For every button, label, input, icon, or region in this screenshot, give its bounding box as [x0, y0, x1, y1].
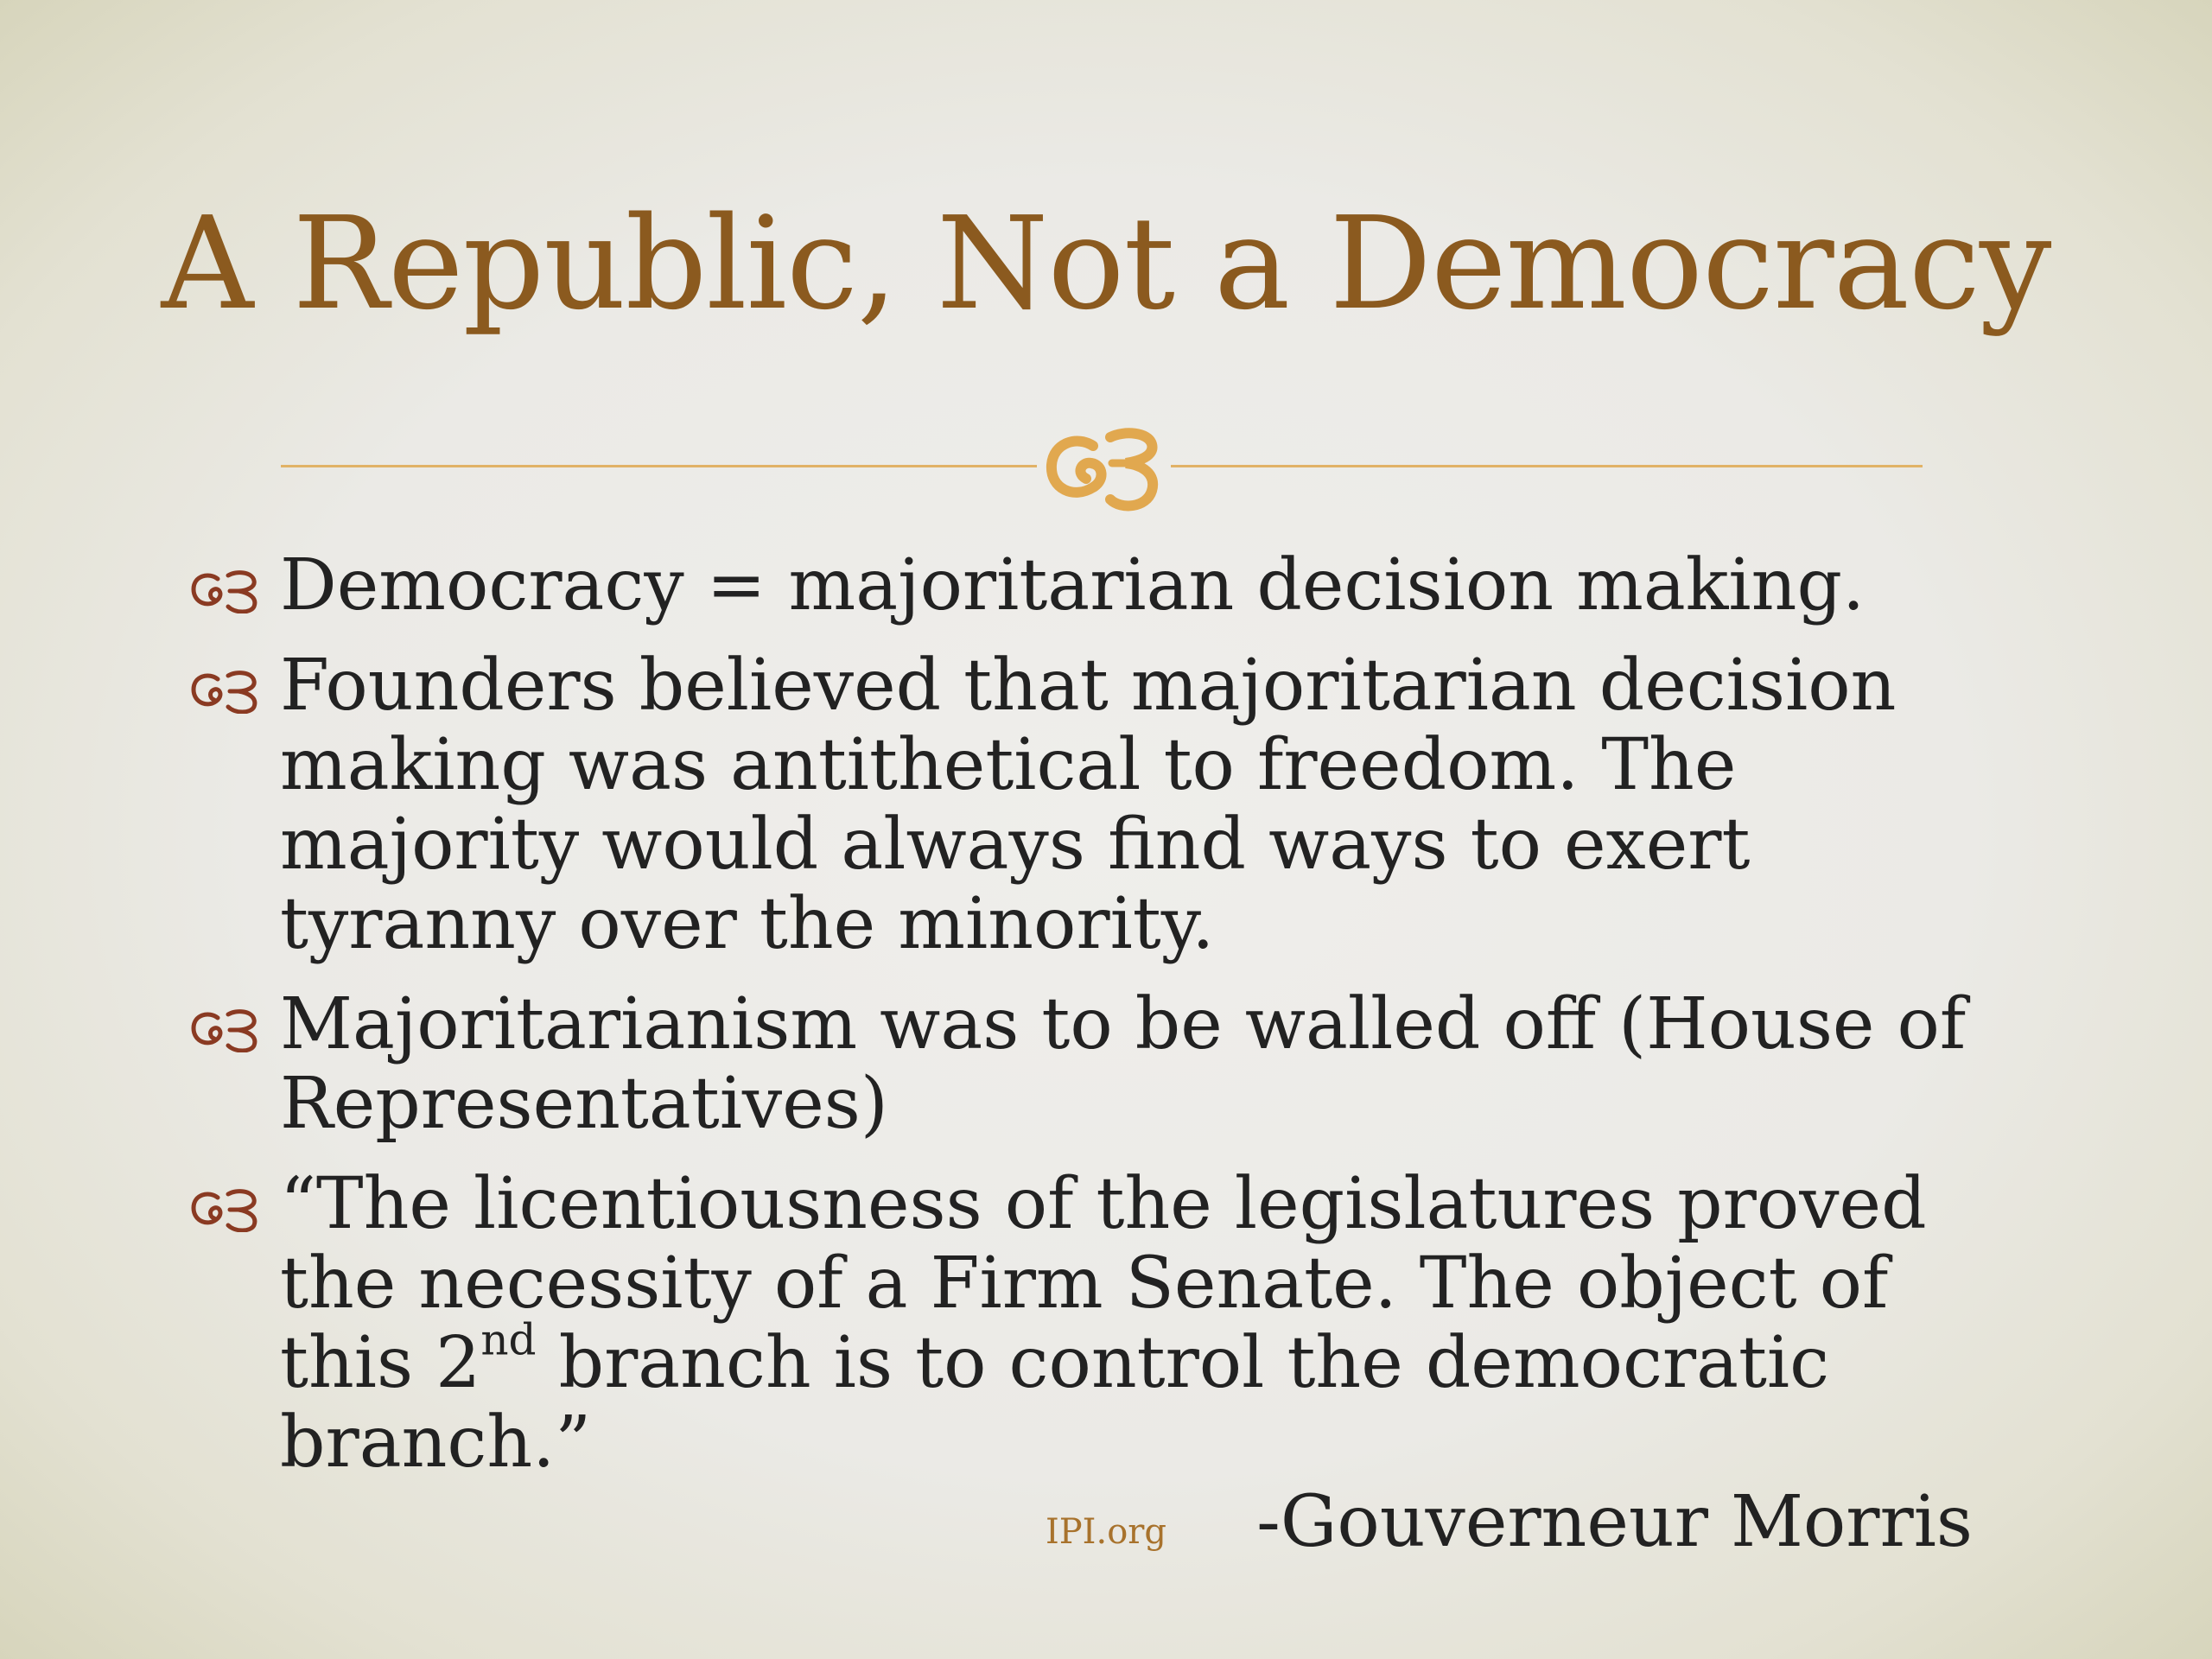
- slide-title: A Republic, Not a Democracy: [161, 189, 2051, 338]
- quote-attribution: -Gouverneur Morris: [1256, 1481, 1973, 1563]
- footer-text: IPI.org: [1045, 1512, 1167, 1552]
- bullet-text: Democracy = majoritarian decision making.: [280, 544, 1866, 626]
- ornament-flourish-icon: [1041, 413, 1171, 517]
- quote-text-continued: branch is to control the democratic branch.”: [280, 1322, 1830, 1484]
- bullet-text: Founders believed that majoritarian decision making was antithetical to freedom. The majority would always find ways to exert tyranny over the minority.: [280, 645, 1897, 965]
- bullet-item-quote: [188, 1165, 2020, 1562]
- ornament-bullet-icon: [188, 1184, 263, 1232]
- bullet-text: Majoritarianism was to be walled off (House of Representatives): [280, 983, 1967, 1145]
- divider-line-right: [1171, 465, 1923, 467]
- bullet-item: [188, 546, 2020, 626]
- ordinal-superscript: nd: [480, 1314, 537, 1365]
- bullet-list: [188, 546, 2020, 1583]
- bullet-item: [188, 646, 2020, 964]
- bullet-item: [188, 985, 2020, 1144]
- divider-line-left: [281, 465, 1037, 467]
- ornament-bullet-icon: [188, 1004, 263, 1052]
- title-divider: [281, 413, 1923, 517]
- ornament-bullet-icon: [188, 565, 263, 613]
- quote-text: “The licentiousness of the legislatures proved the necessity of a Firm Senate. The object of this 2: [280, 1163, 1927, 1404]
- ornament-bullet-icon: [188, 665, 263, 714]
